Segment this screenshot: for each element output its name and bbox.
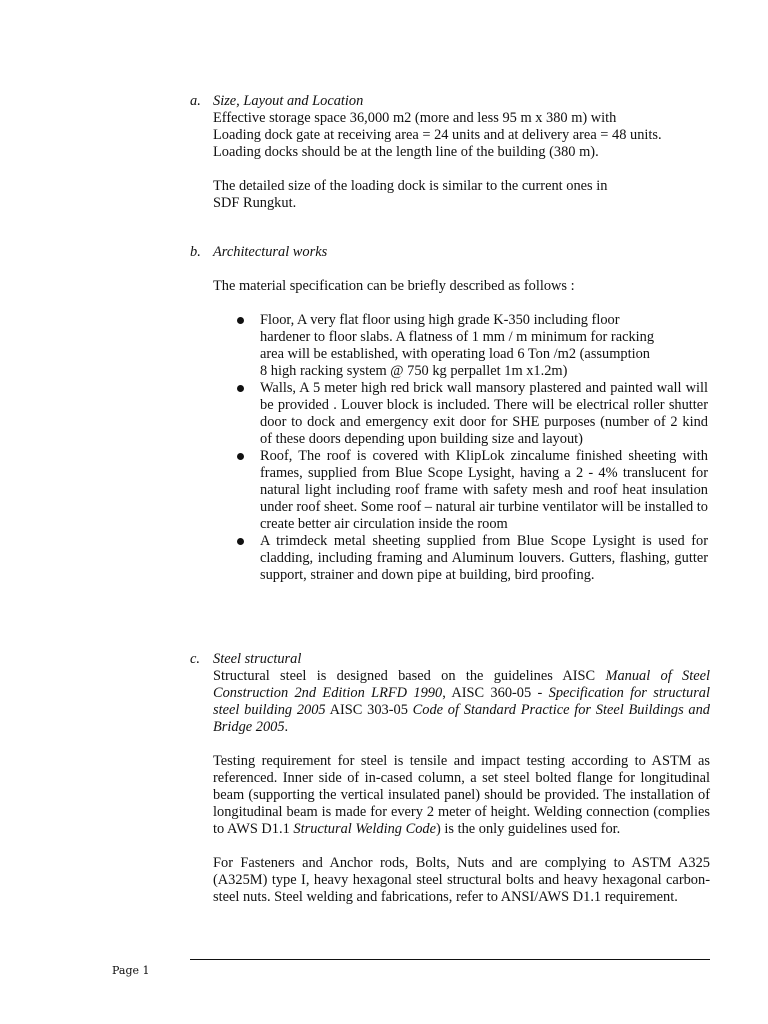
list-item-text: Floor, A very flat floor using high grade K-350 including floor hardener to floor slabs. A flatness of 1 mm / m minimum for racking area will be established, with operating load 6 Ton /m2 (assumption 8 high racking system @ 750 kg perpallet 1m x1.2m) [260, 312, 655, 379]
section-b-heading [190, 244, 710, 261]
text-run: . [284, 719, 289, 735]
list-item [236, 380, 708, 448]
section-b-letter: b. [190, 244, 201, 260]
section-b [190, 244, 710, 295]
text-run: ) is the only guidelines used for. [435, 821, 621, 837]
list-item-text: Roof, The roof is covered with KlipLok zincalume finished sheeting with frames, supplied from Blue Scope Lysight, having a 2 - 4% translucent for natural light including roof frame with safety mesh and roof heat insulation under roof sheet. Some roof – natural air turbine ventilator will be installed to create better air circulation inside the room [260, 448, 708, 532]
italic-run: Code of Standard Practice for Steel Buildings and Bridge 2005 [213, 702, 711, 735]
section-a-body [213, 110, 710, 212]
text-run: Structural steel is designed based on the guidelines AISC [213, 668, 606, 684]
section-a-line-1: Effective storage space 36,000 m2 (more and less 95 m x 380 m) with [213, 110, 617, 126]
section-a [190, 93, 710, 212]
text-run: Testing requirement for steel is tensile and impact testing according to ASTM as referenced. Inner side of in-cased column, a set steel bolted flange for longitudinal beam (supporting the vertical insulated panel) should be provided. The installation of longitudinal beam is made for every 2 meter of height. Welding connection (complies to AWS D1.1 [213, 753, 710, 837]
list-item-text: A trimdeck metal sheeting supplied from Blue Scope Lysight is used for cladding, including framing and Aluminum louvers. Gutters, flashing, gutter support, strainer and down pipe at building, bird proofing. [260, 533, 708, 583]
section-c-heading [190, 651, 710, 668]
italic-run: Manual of Steel Construction 2nd Edition LRFD 1990 [213, 668, 710, 701]
section-a-heading [190, 93, 710, 110]
list-item-text: Walls, A 5 meter high red brick wall mansory plastered and painted wall will be provided . Louver block is included. There will be electrical roller shutter door to dock and emergency exit door for SHE purposes (number of 2 kind of these doors depending upon building size and layout) [260, 380, 708, 447]
bullet-icon [237, 453, 244, 460]
italic-run: Structural Welding Code [293, 821, 436, 837]
bullet-icon [237, 317, 244, 324]
text-run: AISC 303-05 [325, 702, 413, 718]
section-c [190, 651, 710, 906]
page-number: Page 1 [112, 964, 150, 977]
section-c-paragraph-3: For Fasteners and Anchor rods, Bolts, Nuts and are complying to ASTM A325 (A325M) type I, heavy hexagonal steel structural bolts and heavy hexagonal carbon-steel nuts. Steel welding and fabrications, refer to ANSI/AWS D1.1 requirement. [213, 855, 710, 905]
section-c-body [213, 668, 710, 906]
list-item [236, 448, 708, 533]
section-a-paragraph-2: The detailed size of the loading dock is similar to the current ones in SDF Rungkut. [213, 178, 608, 211]
section-c-paragraph-1 [213, 668, 710, 736]
material-spec-list [236, 312, 708, 584]
footer-divider [190, 959, 710, 960]
bullet-icon [237, 385, 244, 392]
section-c-letter: c. [190, 651, 200, 667]
section-b-title: Architectural works [213, 244, 328, 260]
italic-run: Specification for structural steel building 2005 [213, 685, 711, 718]
section-b-intro: The material specification can be briefly described as follows : [213, 278, 575, 294]
list-item [236, 533, 708, 584]
section-a-line-2: Loading dock gate at receiving area = 24 units and at delivery area = 48 units. [213, 127, 662, 143]
bullet-icon [237, 538, 244, 545]
list-item [236, 312, 660, 380]
text-run: , AISC 360-05 - [442, 685, 549, 701]
section-a-letter: a. [190, 93, 201, 109]
section-a-line-3: Loading docks should be at the length line of the building (380 m). [213, 144, 599, 160]
section-c-paragraph-2 [213, 753, 710, 838]
section-a-title: Size, Layout and Location [213, 93, 364, 109]
section-c-title: Steel structural [213, 651, 302, 667]
